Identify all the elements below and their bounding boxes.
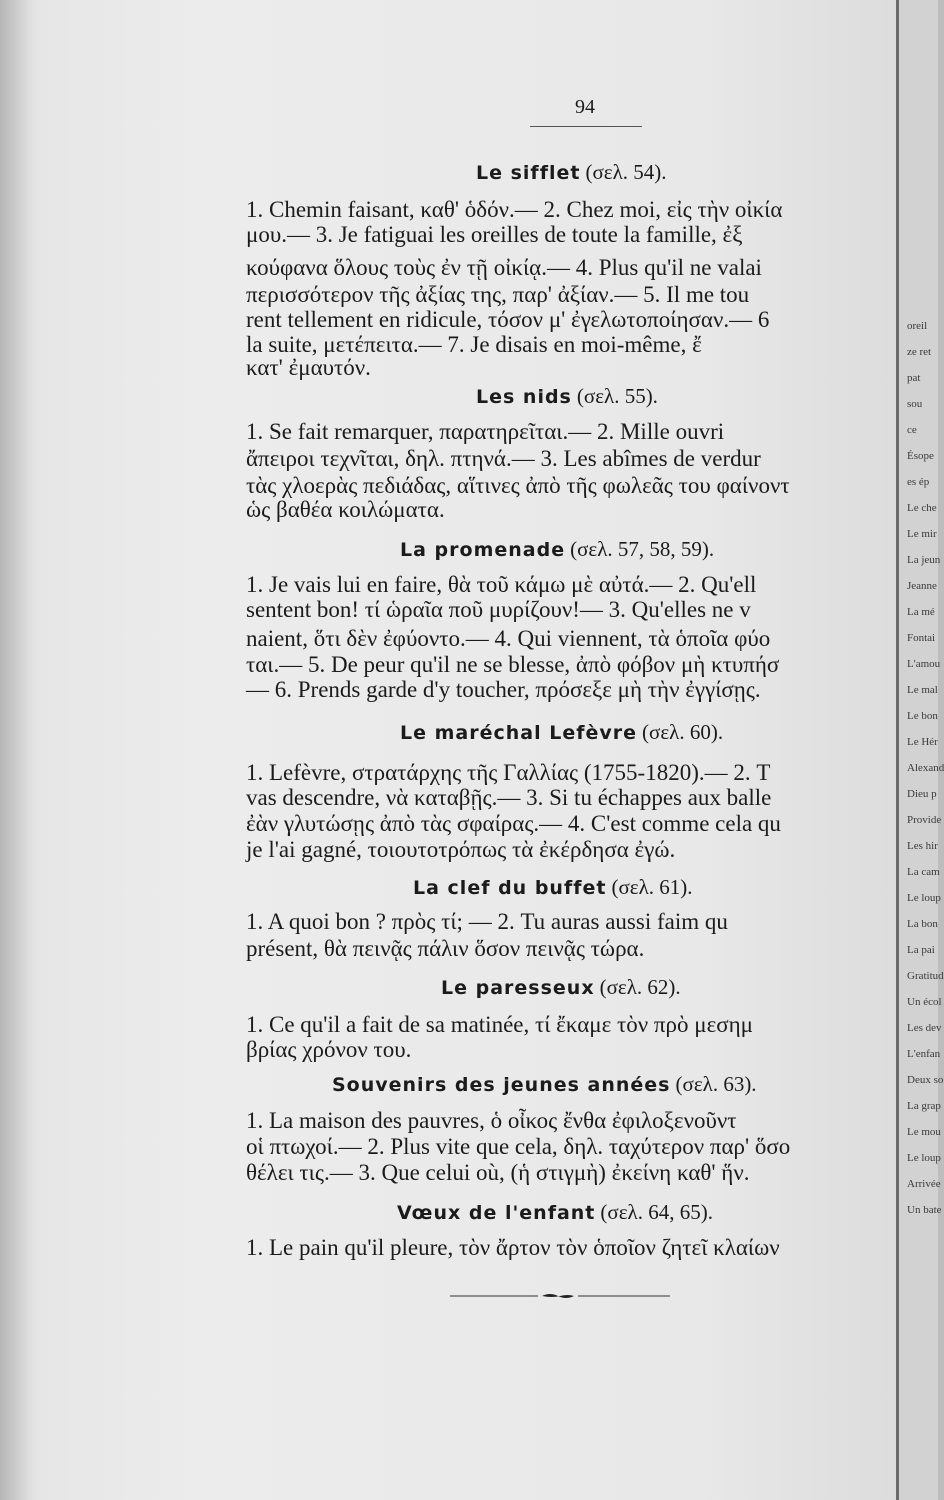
facing-page-fragment: La jeun bbox=[907, 554, 941, 566]
section-title: Le sifflet bbox=[476, 162, 581, 184]
text-line: 1. Chemin faisant, καθ' ὁδόν.— 2. Chez moi, εἰς τὴν οἰκία bbox=[246, 197, 783, 222]
text-line: θέλει τις.— 3. Que celui où, (ἡ στιγμὴ) ἐκείνη καθ' ἥν. bbox=[246, 1160, 750, 1185]
section-title: Le maréchal Lefèvre bbox=[400, 722, 638, 744]
section-ref: (σελ. 64, 65). bbox=[600, 1200, 713, 1224]
facing-page-fragment: Jeanne bbox=[907, 580, 937, 592]
section-ref: (σελ. 54). bbox=[585, 160, 667, 184]
text-line: περισσότερον τῆς ἀξίας της, παρ' ἀξίαν.— 5. Il me tou bbox=[246, 282, 750, 307]
facing-page-fragment: Un écol bbox=[907, 996, 942, 1008]
text-line: ἄπειροι τεχνῖται, δηλ. πτηνά.— 3. Les abîmes de verdur bbox=[246, 446, 761, 471]
text-line: rent tellement en ridicule, τόσον μ' ἐγελωτοποίησαν.— 6 bbox=[246, 307, 770, 332]
facing-page-fragment: Le bon bbox=[907, 710, 938, 722]
text-line: 1. Ce qu'il a fait de sa matinée, τί ἔκαμε τὸν πρὸ μεσημ bbox=[246, 1012, 753, 1037]
section-heading bbox=[413, 875, 693, 900]
text-line: je l'ai gagné, τοιουτοτρόπως τὰ ἐκέρδησα ἐγώ. bbox=[246, 837, 676, 862]
text-line: 1. Le pain qu'il pleure, τὸν ἄρτον τὸν ὁποῖον ζητεῖ κλαίων bbox=[246, 1235, 780, 1260]
facing-page-edge bbox=[896, 0, 944, 1500]
facing-page-fragment: ce bbox=[907, 424, 917, 436]
facing-page-fragment: Le loup bbox=[907, 1152, 941, 1164]
section-heading bbox=[476, 160, 667, 185]
section-heading bbox=[400, 537, 714, 562]
facing-page-fragment: La bon bbox=[907, 918, 938, 930]
fleuron-center bbox=[542, 1294, 574, 1298]
facing-page-fragment: Le mal bbox=[907, 684, 938, 696]
section-title: Vœux de l'enfant bbox=[397, 1202, 596, 1224]
facing-page-fragment: pat bbox=[907, 372, 921, 384]
section-heading bbox=[476, 384, 658, 409]
facing-page-fragment: Le mir bbox=[907, 528, 937, 540]
facing-page-fragment: Fontai bbox=[907, 632, 936, 644]
facing-page-fragment: Le Hér bbox=[907, 736, 938, 748]
text-line: βρίας χρόνον του. bbox=[246, 1037, 412, 1062]
page-number: 94 bbox=[575, 96, 595, 118]
section-heading bbox=[400, 720, 723, 745]
section-title: Le paresseux bbox=[441, 977, 595, 999]
section-ref: (σελ. 63). bbox=[675, 1072, 757, 1096]
text-line: présent, θὰ πεινᾷς πάλιν ὅσον πεινᾷς τώρα. bbox=[246, 936, 645, 961]
binding-shadow bbox=[0, 0, 40, 1500]
text-line: ὡς βαθέα κοιλώματα. bbox=[246, 497, 445, 522]
facing-page-fragment: La mé bbox=[907, 606, 935, 618]
section-ref: (σελ. 55). bbox=[576, 384, 658, 408]
facing-page-fragment: oreil bbox=[907, 320, 928, 332]
facing-page-fragment: Alexand bbox=[907, 762, 944, 774]
text-line: — 6. Prends garde d'y toucher, πρόσεξε μὴ τὴν ἐγγίσῃς. bbox=[246, 677, 761, 702]
facing-page-fragment: Le loup bbox=[907, 892, 941, 904]
text-line: ἐὰν γλυτώσῃς ἀπὸ τὰς σφαίρας.— 4. C'est comme cela qu bbox=[246, 811, 781, 836]
text-line: οἱ πτωχοί.— 2. Plus vite que cela, δηλ. ταχύτερον παρ' ὅσο bbox=[246, 1134, 791, 1159]
text-line: 1. Lefèvre, στρατάρχης τῆς Γαλλίας (1755-1820).— 2. T bbox=[246, 760, 771, 785]
text-line: sentent bon! τί ὡραῖα ποῦ μυρίζουν!— 3. Qu'elles ne v bbox=[246, 597, 751, 622]
section-title: Les nids bbox=[476, 386, 572, 408]
facing-page-fragment: Dieu p bbox=[907, 788, 937, 800]
facing-page-fragment: Le mou bbox=[907, 1126, 941, 1138]
facing-page-fragment: La grap bbox=[907, 1100, 941, 1112]
section-ref: (σελ. 57, 58, 59). bbox=[570, 537, 715, 561]
fleuron-ornament bbox=[450, 1292, 670, 1300]
facing-page-fragment: es ép bbox=[907, 476, 930, 488]
facing-page-fragment: Deux so bbox=[907, 1074, 944, 1086]
section-title: La clef du buffet bbox=[413, 877, 607, 899]
facing-page-fragment: L'enfan bbox=[907, 1048, 941, 1060]
facing-page-fragment: Ésope bbox=[907, 450, 934, 462]
text-line: κατ' ἐμαυτόν. bbox=[246, 355, 371, 380]
text-line: κούφανα ὅλους τοὺς ἐν τῇ οἰκίᾳ.— 4. Plus qu'il ne valai bbox=[246, 255, 762, 280]
facing-page-fragment: sou bbox=[907, 398, 923, 410]
section-title: Souvenirs des jeunes années bbox=[332, 1074, 671, 1096]
section-ref: (σελ. 62). bbox=[599, 975, 681, 999]
facing-page-fragment: Un bate bbox=[907, 1204, 942, 1216]
facing-page-fragment: Gratitud bbox=[907, 970, 944, 982]
facing-page-fragment: L'amou bbox=[907, 658, 941, 670]
facing-page-fragment: Les dev bbox=[907, 1022, 942, 1034]
page-number-rule bbox=[530, 126, 642, 127]
text-line: μου.— 3. Je fatiguai les oreilles de toute la famille, ἐξ bbox=[246, 222, 743, 247]
text-line: vas descendre, νὰ καταβῇς.— 3. Si tu échappes aux balle bbox=[246, 785, 772, 810]
section-ref: (σελ. 61). bbox=[611, 875, 693, 899]
section-title: La promenade bbox=[400, 539, 566, 561]
section-heading bbox=[397, 1200, 713, 1225]
facing-page-fragment: Le che bbox=[907, 502, 937, 514]
text-line: 1. Je vais lui en faire, θὰ τοῦ κάμω μὲ αὐτά.— 2. Qu'ell bbox=[246, 572, 757, 597]
facing-page-fragment: Les hir bbox=[907, 840, 938, 852]
text-line: 1. Se fait remarquer, παρατηρεῖται.— 2. Mille ouvri bbox=[246, 419, 725, 444]
text-line: naient, ὅτι δὲν ἐφύοντο.— 4. Qui viennent, τὰ ὁποῖα φύο bbox=[246, 626, 771, 651]
facing-page-fragment: Arrivée bbox=[907, 1178, 941, 1190]
section-heading bbox=[332, 1072, 757, 1097]
text-line: τὰς χλοερὰς πεδιάδας, αἵτινες ἀπὸ τῆς φωλεᾶς του φαίνοντ bbox=[246, 473, 790, 498]
section-ref: (σελ. 60). bbox=[642, 720, 724, 744]
facing-page-fragment: Provide bbox=[907, 814, 942, 826]
facing-page-fragment: La pai bbox=[907, 944, 935, 956]
text-line: 1. La maison des pauvres, ὁ οἶκος ἔνθα ἐφιλοξενοῦντ bbox=[246, 1108, 737, 1133]
section-heading bbox=[441, 975, 681, 1000]
facing-page-fragment: ze ret bbox=[907, 346, 932, 358]
facing-page-fragment: La cam bbox=[907, 866, 940, 878]
text-line: ται.— 5. De peur qu'il ne se blesse, ἀπὸ φόβον μὴ κτυπήσ bbox=[246, 652, 780, 677]
text-line: la suite, μετέπειτα.— 7. Je disais en moi-même, ἔ bbox=[246, 332, 702, 357]
text-line: 1. A quoi bon ? πρὸς τί; — 2. Tu auras aussi faim qu bbox=[246, 909, 728, 934]
